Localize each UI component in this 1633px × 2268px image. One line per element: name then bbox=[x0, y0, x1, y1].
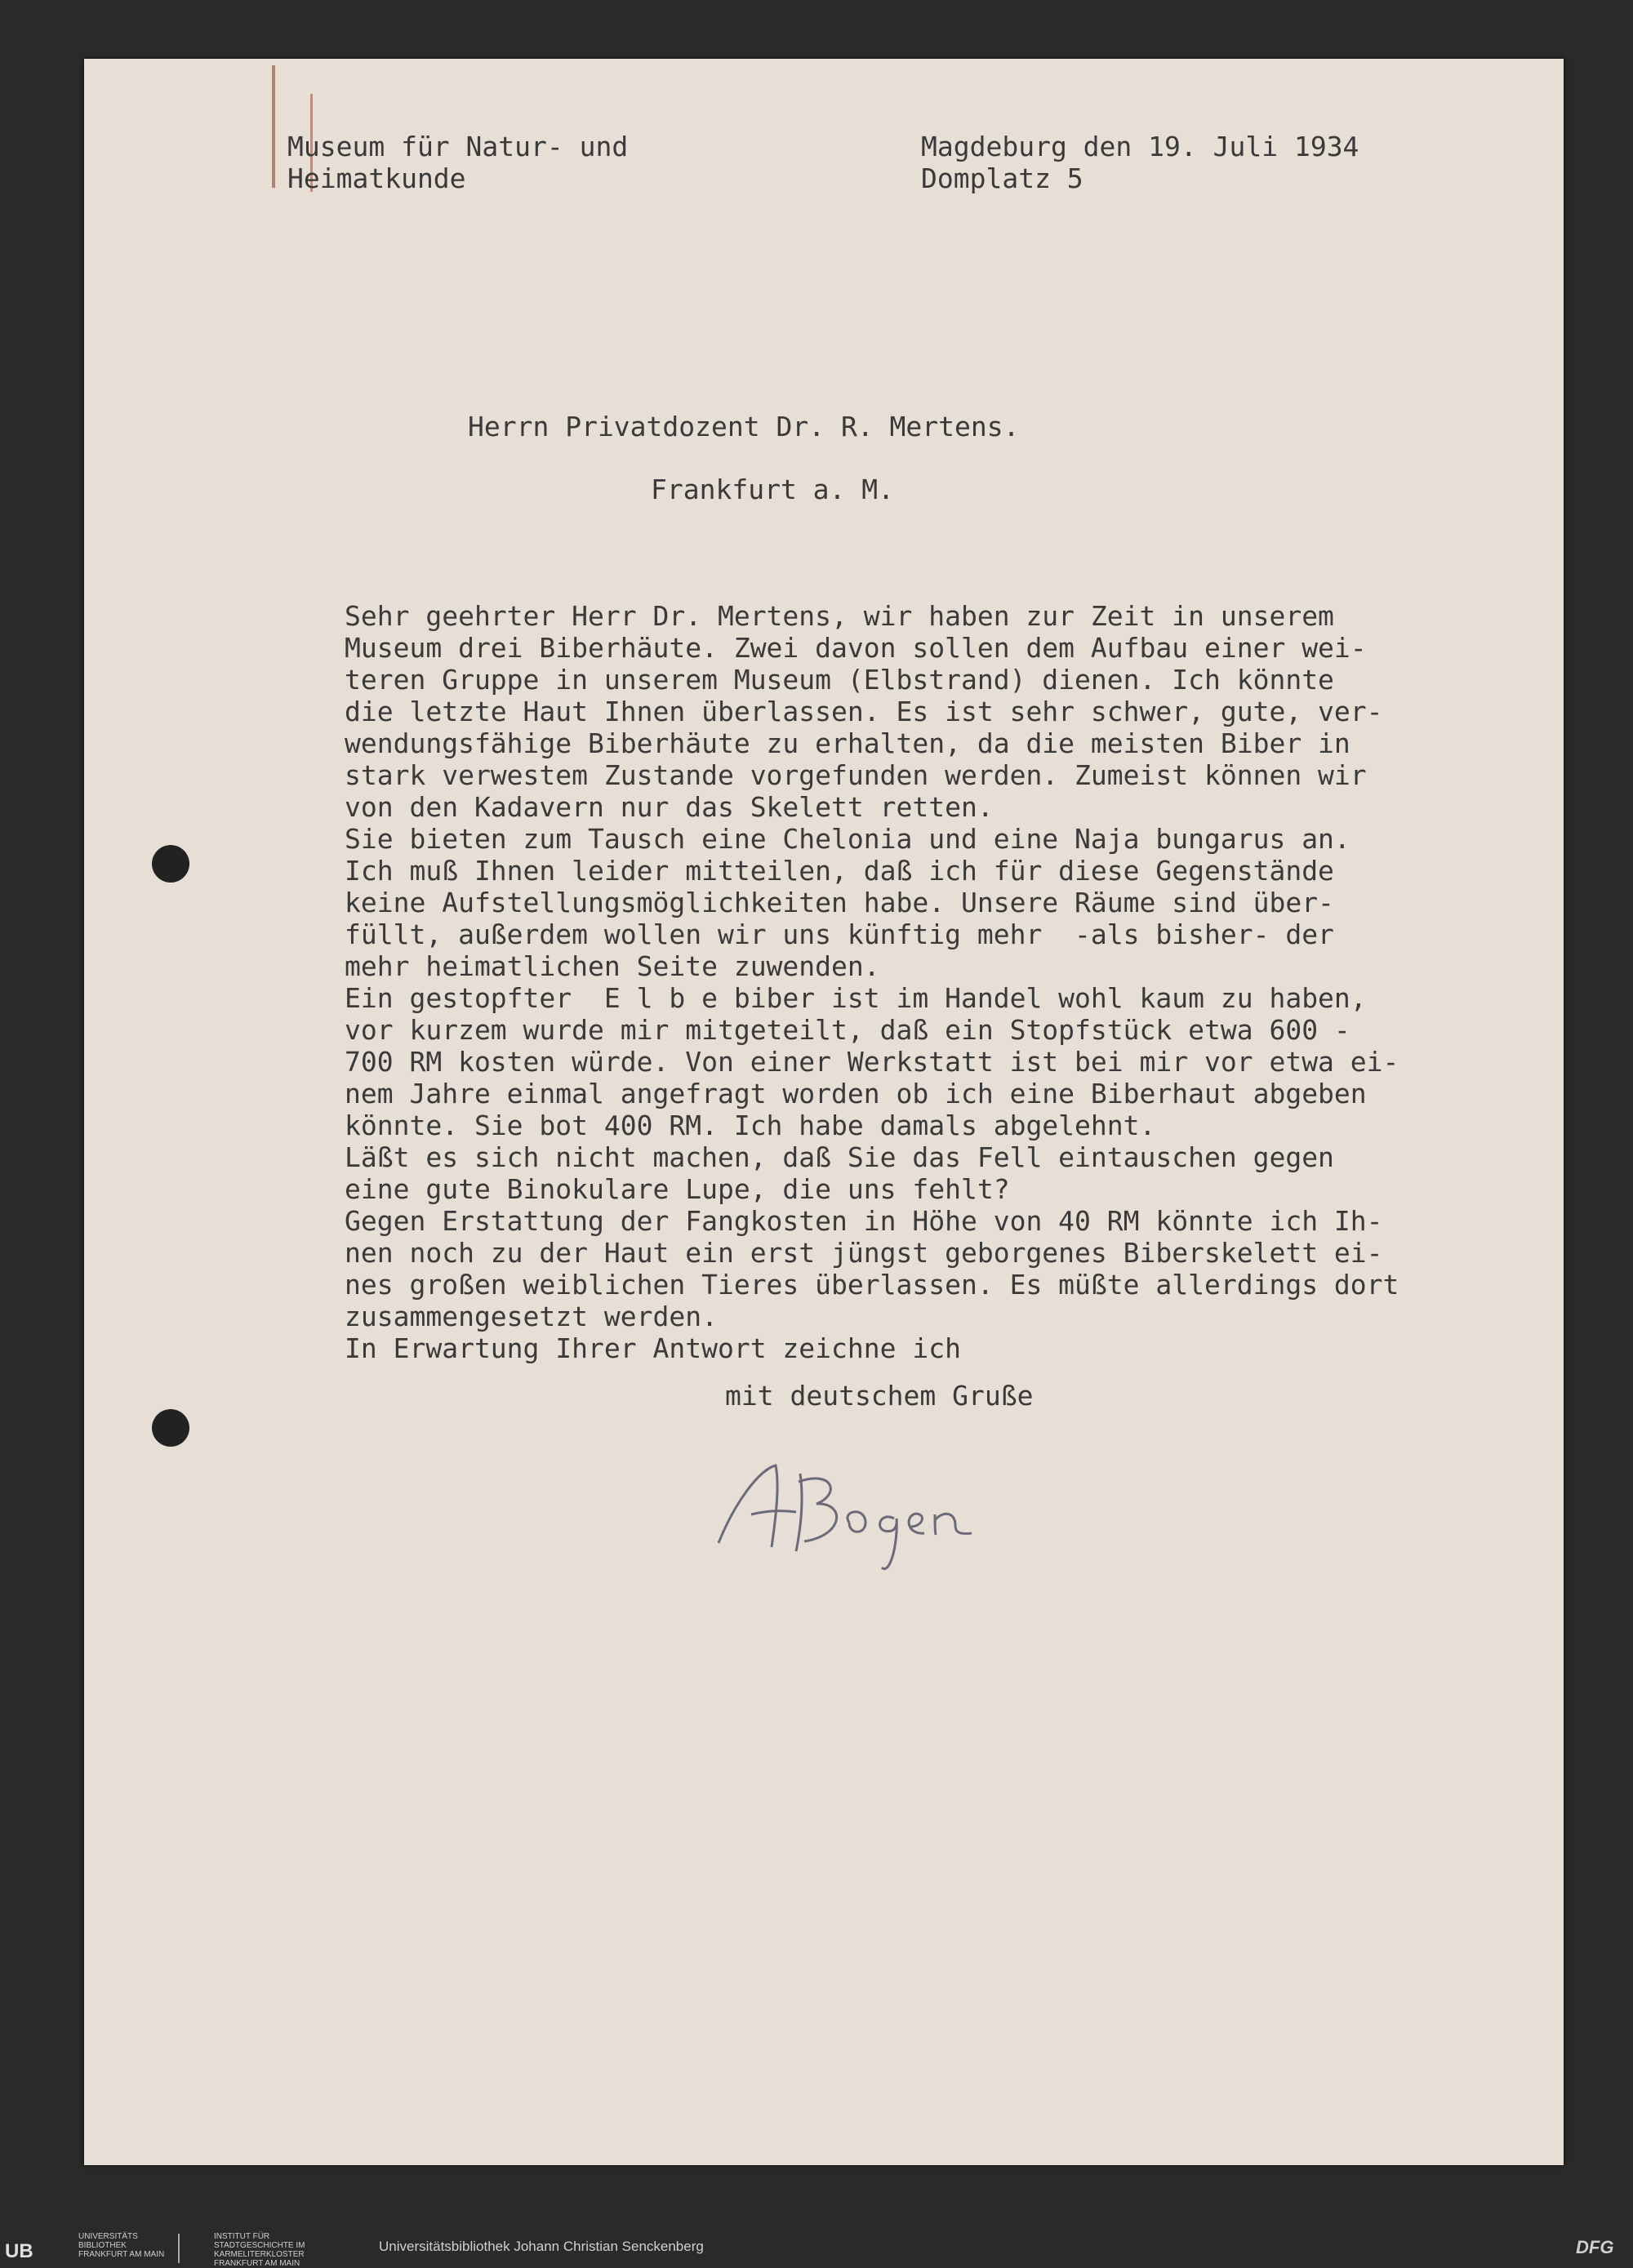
sender-line: Museum für Natur- und bbox=[287, 131, 629, 162]
punch-hole bbox=[152, 1409, 189, 1447]
footer-divider bbox=[178, 2234, 180, 2263]
body-line: zusammengesetzt werden. bbox=[345, 1301, 718, 1332]
address-line: Domplatz 5 bbox=[921, 162, 1083, 194]
institute-name: INSTITUT FÜR STADTGESCHICHTE IM KARMELITERKLOSTER FRANKFURT AM MAIN bbox=[214, 2232, 305, 2268]
body-line: füllt, außerdem wollen wir uns künftig mehr -als bisher- der bbox=[345, 918, 1334, 950]
body-line: nen noch zu der Haut ein erst jüngst geborgenes Biberskelett ei- bbox=[345, 1237, 1383, 1269]
body-line: Museum drei Biberhäute. Zwei davon sollen dem Aufbau einer wei- bbox=[345, 632, 1367, 664]
body-line: In Erwartung Ihrer Antwort zeichne ich bbox=[345, 1332, 961, 1364]
body-line: mehr heimatlichen Seite zuwenden. bbox=[345, 950, 880, 982]
body-line: Ich muß Ihnen leider mitteilen, daß ich für diese Gegenstände bbox=[345, 855, 1334, 887]
letter-body bbox=[345, 600, 1399, 1364]
footer-bar bbox=[0, 2196, 1633, 2267]
body-line: wendungsfähige Biberhäute zu erhalten, da die meisten Biber in bbox=[345, 727, 1350, 759]
body-line: nes großen weiblichen Tieres überlassen. Es müßte allerdings dort bbox=[345, 1269, 1399, 1301]
body-line: teren Gruppe in unserem Museum (Elbstrand) dienen. Ich könnte bbox=[345, 664, 1334, 696]
body-line: stark verwestem Zustande vorgefunden werden. Zumeist können wir bbox=[345, 759, 1367, 791]
body-line: Sie bieten zum Tausch eine Chelonia und eine Naja bungarus an. bbox=[345, 823, 1350, 855]
body-line: Ein gestopfter E l b e biber ist im Handel wohl kaum zu haben, bbox=[345, 982, 1367, 1014]
body-line: eine gute Binokulare Lupe, die uns fehlt? bbox=[345, 1173, 1010, 1205]
recipient-name: Herrn Privatdozent Dr. R. Mertens. bbox=[468, 411, 1020, 442]
date-line: Magdeburg den 19. Juli 1934 bbox=[921, 131, 1359, 162]
dfg-logo: DFG bbox=[1576, 2237, 1614, 2257]
sender-line: Heimatkunde bbox=[287, 162, 466, 194]
body-line: Gegen Erstattung der Fangkosten in Höhe von 40 RM könnte ich Ih- bbox=[345, 1205, 1383, 1237]
body-line: keine Aufstellungsmöglichkeiten habe. Unsere Räume sind über- bbox=[345, 887, 1334, 918]
sender-address bbox=[287, 131, 628, 194]
body-line: Läßt es sich nicht machen, daß Sie das Fell eintauschen gegen bbox=[345, 1141, 1334, 1173]
body-line: könnte. Sie bot 400 RM. Ich habe damals abgelehnt. bbox=[345, 1110, 1156, 1141]
staple-mark bbox=[272, 65, 275, 188]
recipient-city: Frankfurt a. M. bbox=[651, 474, 895, 505]
body-line: von den Kadavern nur das Skelett retten. bbox=[345, 791, 994, 823]
body-line: die letzte Haut Ihnen überlassen. Es ist sehr schwer, gute, ver- bbox=[345, 696, 1383, 727]
body-line: nem Jahre einmal angefragt worden ob ich eine Biberhaut abgeben bbox=[345, 1078, 1367, 1110]
ub-logo: UB bbox=[5, 2240, 33, 2262]
date-and-place bbox=[921, 131, 1359, 194]
body-line: vor kurzem wurde mir mitgeteilt, daß ein Stopfstück etwa 600 - bbox=[345, 1014, 1350, 1046]
library-name: Universitätsbibliothek Johann Christian Senckenberg bbox=[379, 2239, 704, 2254]
ub-subtitle: UNIVERSITÄTS BIBLIOTHEK FRANKFURT AM MAIN bbox=[78, 2232, 165, 2259]
body-line: Sehr geehrter Herr Dr. Mertens, wir haben zur Zeit in unserem bbox=[345, 600, 1334, 632]
body-line: 700 RM kosten würde. Von einer Werkstatt ist bei mir vor etwa ei- bbox=[345, 1046, 1399, 1078]
handwritten-signature bbox=[702, 1453, 1045, 1584]
closing-greeting: mit deutschem Gruße bbox=[725, 1380, 1034, 1412]
punch-hole bbox=[152, 845, 189, 883]
